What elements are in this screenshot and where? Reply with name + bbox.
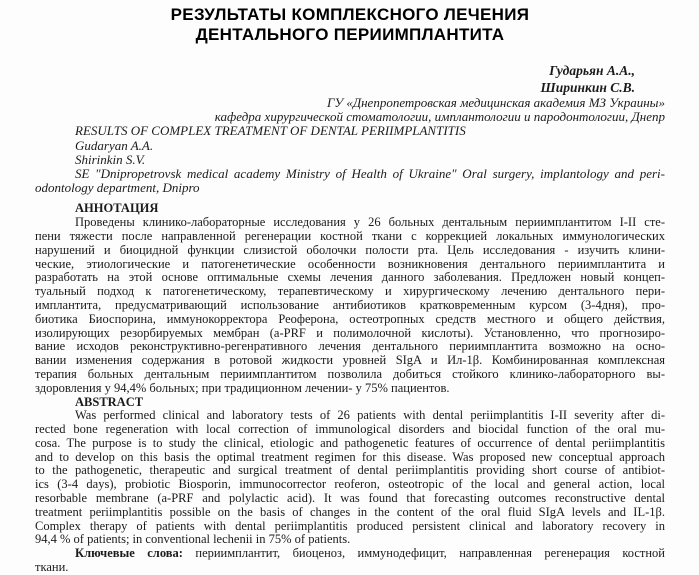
- abstract-line: Complex therapy of patients with dental periimplantitis produced persistent clinical and laboratory recovery in: [35, 519, 665, 533]
- author-en-1: Gudaryan A.A.: [75, 138, 154, 153]
- abstract-line: treatment periimplantitis possible on the basis of changes in the content of the oral fluid SIgA levels and IL-1β.: [35, 505, 665, 519]
- annotation-paragraph: [35, 216, 665, 395]
- abstract-line: to the pathogenetic, therapeutic and surgical treatment of dental periimplantitis providing short course of antibiot-: [35, 464, 665, 478]
- english-header-block: [35, 124, 665, 195]
- author-en-2: Shirinkin S.V.: [75, 152, 146, 167]
- affiliation-ru-line-2: кафедра хирургической стоматологии, имплантологии и пародонтологии, Днепр: [214, 109, 665, 125]
- paper-title: [35, 0, 665, 45]
- paper-title-en: RESULTS OF COMPLEX TREATMENT OF DENTAL PERIIMPLANTITIS: [75, 124, 466, 139]
- annotation-line: имплантита, предусматривающий использование антибиотиков кратковременным курсом (3-4дня), про-: [35, 298, 665, 312]
- annotation-line: вание исходов реконструктивно-регенративного лечения дентального периимплантита возможно на осно-: [35, 340, 665, 354]
- abstract-paragraph: [35, 409, 665, 547]
- annotation-line: биотика Биоспорина, иммунокорректора Реоферона, остеотропных средств местного и общего действия,: [35, 312, 665, 326]
- annotation-line: Проведены клинико-лабораторные исследования у 26 больных дентальным периимплантитом I-II сте-: [75, 216, 665, 230]
- keywords-label: Ключевые слова:: [75, 547, 183, 561]
- author-ru-1: Гударьян А.А.,: [549, 63, 635, 78]
- annotation-line: терапия больных дентальным периимплантитом позволила добиться стойкого клинико-лабораторного вы-: [35, 367, 665, 381]
- keywords-line: [35, 547, 665, 561]
- main-text: [35, 202, 665, 575]
- abstract-heading: ABSTRACT: [75, 395, 144, 409]
- affiliation-ru: [35, 96, 665, 124]
- annotation-line: разработать на этой основе оптимальные схемы лечения данного заболевания. Предложен новый концеп-: [35, 271, 665, 285]
- affiliation-ru-line-1: ГУ «Днепропетровская медицинская академия МЗ Украины»: [326, 95, 665, 110]
- abstract-line: 94,4 % of patients; in conventional lechenii in 75% of patients.: [35, 533, 351, 547]
- authors-ru: [35, 63, 665, 96]
- paper-title-line-1: РЕЗУЛЬТАТЫ КОМПЛЕКСНОГО ЛЕЧЕНИЯ: [170, 5, 530, 24]
- keywords-tail-line: ткани.: [35, 561, 69, 575]
- abstract-line: and to develop on this basis the optimal treatment regimen for this disease. Was proposed new conceptual approach: [35, 450, 665, 464]
- affiliation-en-line-1: SE "Dnipropetrovsk medical academy Ministry of Health of Ukraine" Oral surgery, implantology and peri-: [75, 166, 665, 181]
- abstract-line: Was performed clinical and laboratory tests of 26 patients with dental periimplantitis I-II severity after di-: [75, 409, 665, 423]
- affiliation-en-line-2: odontology department, Dnipro: [35, 181, 200, 196]
- annotation-line: туальный подход к патогенетическому, терапевтическому и хирургическому лечению дентального пери-: [35, 285, 665, 299]
- abstract-line: ics (3-4 days), probiotic Biosporin, immunocorrector reoferon, osteotropic of the local and general action, local: [35, 478, 665, 492]
- annotation-line: здоровления у 94,4% больных; при традиционном лечении- у 75% пациентов.: [35, 381, 450, 395]
- annotation-line: нарушений и биоцидной функции слизистой оболочки полости рта. Цель исследования - изучить клини-: [35, 243, 665, 257]
- annotation-line: изолирующих резорбируемых мембран (a-PRF и полимолочной кислоты). Установленно, что прогнозиро-: [35, 326, 665, 340]
- annotation-heading: АННОТАЦИЯ: [75, 202, 159, 216]
- annotation-line: пени тяжести после направленной регенерации костной ткани с коррекцией локальных иммунологических: [35, 229, 665, 243]
- author-ru-2: Ширинкин С.В.: [540, 79, 635, 95]
- annotation-line: вании изменения содержания в ротовой жидкости уровней SIgA и Ил-1β. Комбинированная комплексная: [35, 354, 665, 368]
- keywords-text: периимплантит, биоценоз, иммунодефицит, направленная регенерация костной: [195, 547, 665, 561]
- paper-title-line-2: ДЕНТАЛЬНОГО ПЕРИИМПЛАНТИТА: [195, 25, 505, 44]
- paper-content: [35, 0, 665, 575]
- abstract-line: resorbable membrane (a-PRF and polylactic acid). It was found that forecasting outcomes reconstructive dental: [35, 492, 665, 506]
- annotation-line: ческие, этиологические и патогенетические особенности возникновения дентального периимплантита и: [35, 257, 665, 271]
- abstract-line: cosa. The purpose is to study the clinical, etiologic and pathogenetic features of occurrence of dental periimplantitis: [35, 436, 665, 450]
- abstract-line: rected bone regeneration with local correction of immunological disorders and biocidal function of the oral mu-: [35, 423, 665, 437]
